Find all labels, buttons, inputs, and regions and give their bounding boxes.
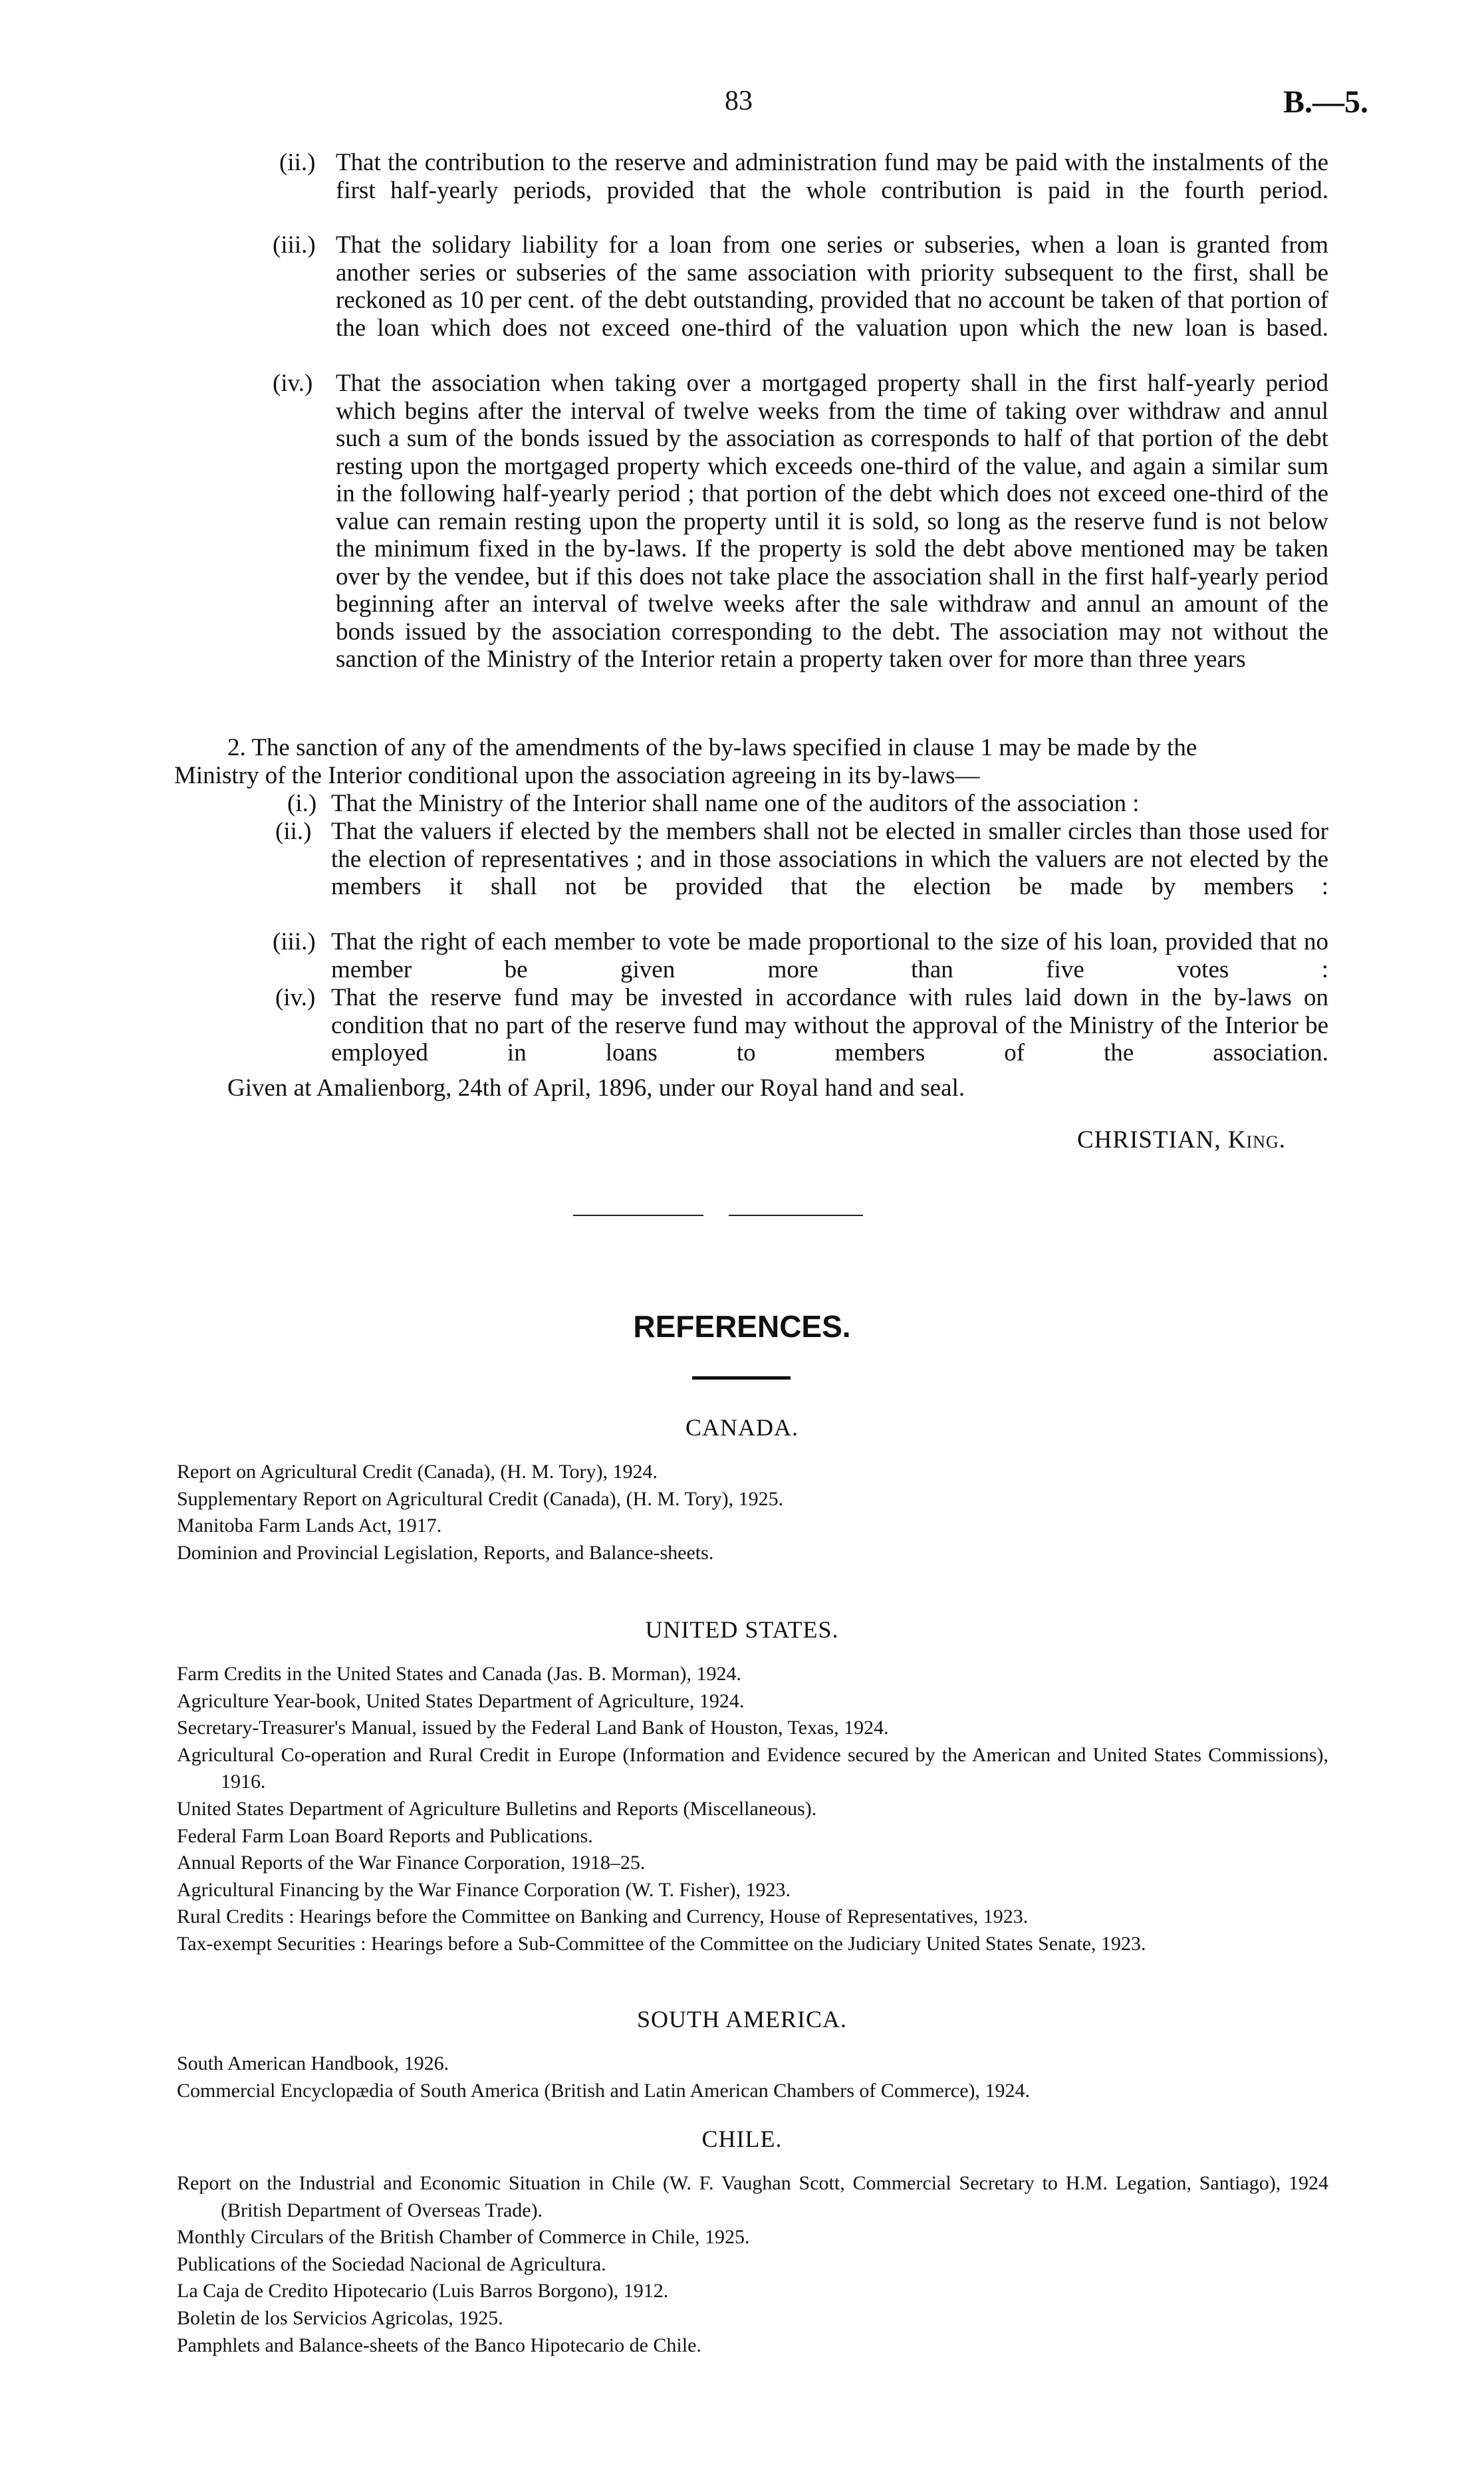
clause-one-item: [273, 231, 1328, 370]
reference-item: Tax-exempt Securities : Hearings before a Sub-Committee of the Committee on the Judiciary United States Senate, 1923.: [177, 1932, 1146, 1955]
reference-item: Federal Farm Loan Board Reports and Publications.: [177, 1824, 593, 1847]
reference-item: Agriculture Year-book, United States Department of Agriculture, 1924.: [177, 1689, 745, 1712]
heading-rule: [692, 1376, 791, 1380]
reference-item: Boletin de los Servicios Agricolas, 1925.: [177, 2306, 503, 2329]
reference-item: Supplementary Report on Agricultural Credit (Canada), (H. M. Tory), 1925.: [177, 1487, 784, 1510]
clause-one-item: [279, 149, 1328, 232]
document-code: B.—5.: [1283, 84, 1369, 120]
clause-one-item: [273, 370, 1328, 674]
divider-rule: [729, 1215, 863, 1216]
reference-item: Manitoba Farm Lands Act, 1917.: [177, 1515, 442, 1537]
section-title: SOUTH AMERICA.: [636, 2006, 848, 2033]
reference-item: Agricultural Financing by the War Finance Corporation (W. T. Fisher), 1923.: [177, 1878, 791, 1901]
item-label: (i.): [287, 790, 317, 817]
item-text: That the valuers if elected by the members shall not be elected in smaller circles than those used for the election of representatives ; and in those associations in which the valuers are not elected by the members it shall not be provided that the election be made by members :: [331, 818, 1328, 900]
reference-list: [177, 2050, 1328, 2104]
reference-list: [177, 1459, 1328, 1566]
item-label: (iii.): [273, 928, 316, 955]
item-text: That the reserve fund may be invested in accordance with rules laid down in the by-laws on condition that no part of the reserve fund may without the approval of the Ministry of the Interior be employed in loans to members of the association.: [331, 984, 1328, 1066]
item-label: (ii.): [275, 818, 312, 845]
item-label: (iii.): [273, 231, 316, 259]
item-text: That the solidary liability for a loan from one series or subseries, when a loan is granted from another series or subseries of the same association with priority subsequent to the first, shall be reckoned as 10 per cent. of the debt outstanding, provided that no account be taken of that portion of the loan which does not exceed one-third of the valuation upon which the new loan is based.: [336, 231, 1328, 342]
reference-list: [177, 2170, 1328, 2359]
given-at-line: Given at Amalienborg, 24th of April, 1896, under our Royal hand and seal.: [227, 1074, 965, 1102]
reference-item: La Caja de Credito Hipotecario (Luis Barros Borgono), 1912.: [177, 2280, 669, 2302]
reference-item: United States Department of Agriculture Bulletins and Reports (Miscellaneous).: [177, 1797, 817, 1820]
reference-item: Monthly Circulars of the British Chamber of Commerce in Chile, 1925.: [177, 2226, 750, 2249]
reference-item: Commercial Encyclopædia of South America (British and Latin American Chambers of Commerce), 1924.: [177, 2079, 1031, 2102]
clause-two-intro: [174, 734, 1328, 789]
reference-item: Annual Reports of the War Finance Corporation, 1918–25.: [177, 1852, 646, 1874]
page-number: 83: [725, 86, 753, 116]
clause-two-item: [275, 818, 1328, 928]
reference-list: [177, 1661, 1328, 1958]
reference-item: Pamphlets and Balance-sheets of the Banco Hipotecario de Chile.: [177, 2334, 701, 2356]
section-title: CANADA.: [685, 1414, 799, 1441]
reference-item: Agricultural Co-operation and Rural Credit in Europe (Information and Evidence secured by the American and United States Commissions), 1916.: [177, 1743, 1328, 1793]
item-text: That the association when taking over a mortgaged property shall in the first half-yearly period which begins after the interval of twelve weeks from the time of taking over withdraw and annul such a sum of the bonds issued by the association as corresponds to half of that portion of the debt resting upon the mortgaged property which exceeds one-third of the value, and again a similar sum in the following half-yearly period ; that portion of the debt which does not exceed one-third of the value can remain resting upon the property until it is sold, so long as the reserve fund is not below the minimum fixed in the by-laws. If the property is sold the debt above mentioned may be taken over by the vendee, but if this does not take place the association shall in the first half-yearly period beginning after an interval of twelve weeks after the sale withdraw and annul an amount of the bonds issued by the association corresponding to the debt. The association may not without the sanction of the Ministry of the Interior retain a property taken over for more than three years: [336, 370, 1328, 673]
item-label: (iv.): [273, 370, 313, 397]
reference-item: South American Handbook, 1926.: [177, 2052, 449, 2074]
section-title: CHILE.: [701, 2126, 783, 2152]
reference-item: Rural Credits : Hearings before the Committee on Banking and Currency, House of Representatives, 1923.: [177, 1906, 1029, 1928]
references-heading: REFERENCES.: [633, 1309, 851, 1344]
reference-item: Dominion and Provincial Legislation, Reports, and Balance-sheets.: [177, 1541, 714, 1564]
divider-rule: [573, 1215, 703, 1216]
clause-two-item: [287, 790, 1328, 818]
section-title: UNITED STATES.: [645, 1616, 839, 1643]
item-text: That the right of each member to vote be made proportional to the size of his loan, provided that no member be given more than five votes :: [331, 928, 1328, 983]
reference-item: Report on the Industrial and Economic Situation in Chile (W. F. Vaughan Scott, Commercial Secretary to H.M. Legation, Santiago), 1924 (British Department of Overseas Trade).: [177, 2172, 1328, 2221]
reference-item: Report on Agricultural Credit (Canada), (H. M. Tory), 1924.: [177, 1461, 658, 1483]
signature: CHRISTIAN, King.: [1077, 1126, 1287, 1154]
reference-item: Secretary-Treasurer's Manual, issued by the Federal Land Bank of Houston, Texas, 1924.: [177, 1717, 889, 1739]
reference-item: Publications of the Sociedad Nacional de Agricultura.: [177, 2253, 606, 2275]
item-text: That the contribution to the reserve and administration fund may be paid with the instalments of the first half-yearly periods, provided that the whole contribution is paid in the fourth period.: [336, 149, 1328, 204]
intro-line: 2. The sanction of any of the amendments of the by-laws specified in clause 1 may be made by the: [227, 734, 1197, 761]
item-label: (ii.): [279, 149, 316, 176]
item-text: That the Ministry of the Interior shall name one of the auditors of the association :: [331, 790, 1140, 817]
reference-item: Farm Credits in the United States and Canada (Jas. B. Morman), 1924.: [177, 1663, 742, 1685]
item-label: (iv.): [275, 984, 316, 1011]
intro-line: Ministry of the Interior conditional upon the association agreeing in its by-laws—: [174, 761, 980, 789]
